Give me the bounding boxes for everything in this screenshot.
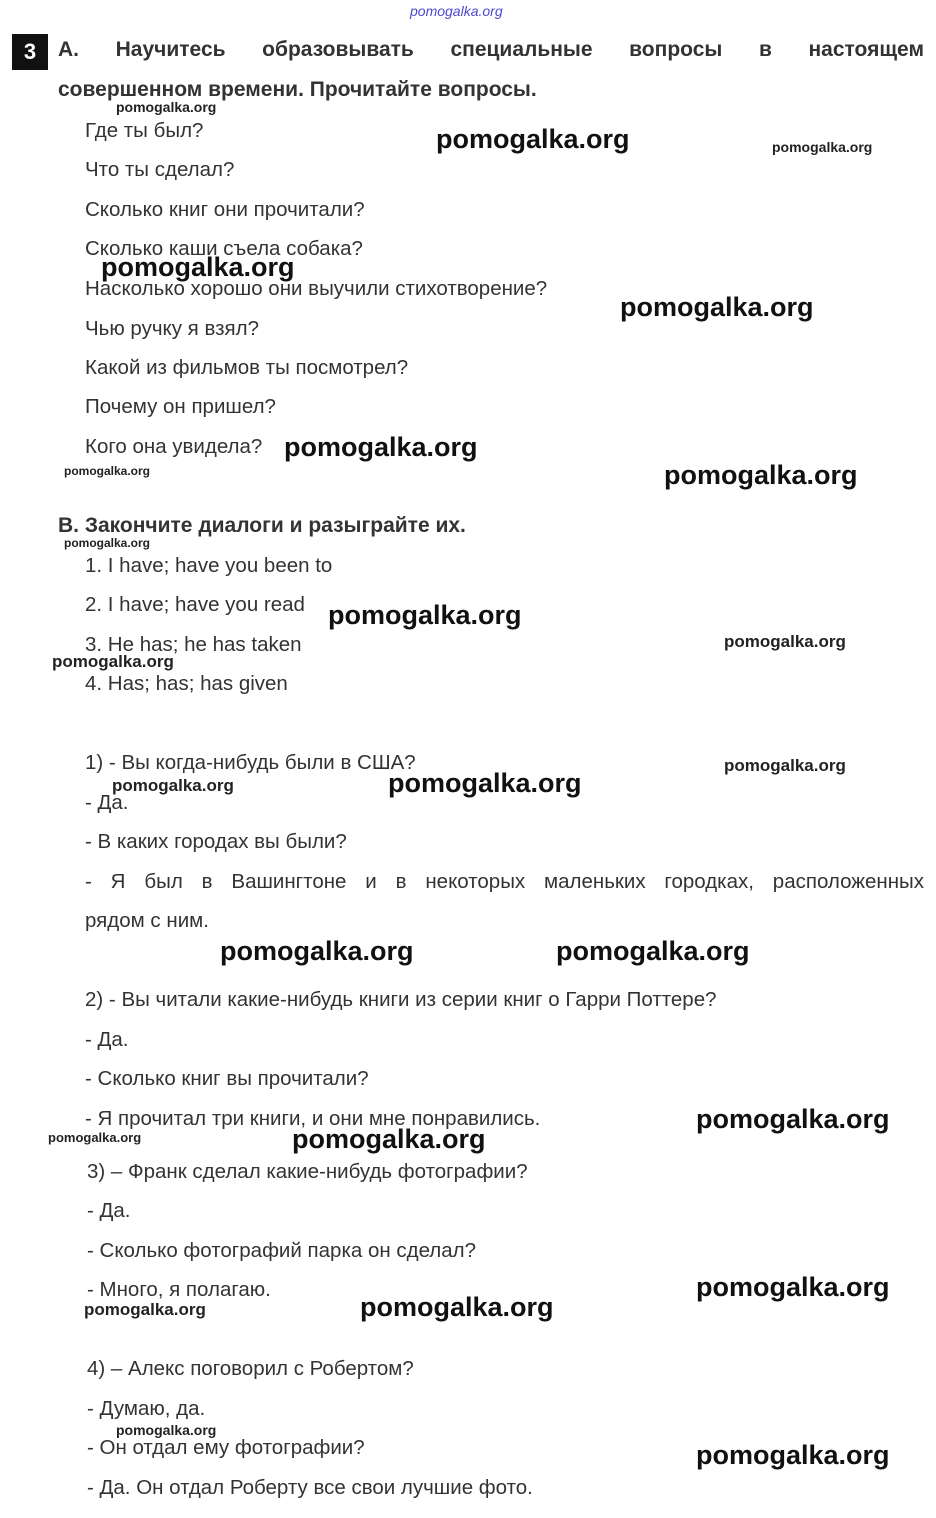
- watermark: pomogalka.org: [112, 776, 234, 795]
- watermark: pomogalka.org: [696, 1272, 890, 1302]
- answer-1: 1. I have; have you been to: [85, 554, 333, 577]
- watermark: pomogalka.org: [64, 464, 151, 478]
- question-5: Насколько хорошо они выучили стихотворение?: [85, 277, 548, 300]
- watermark: pomogalka.org: [328, 600, 522, 630]
- part-b-title: B. Закончите диалоги и разыграйте их.: [58, 514, 466, 537]
- part-a-title-line1: A. Научитесь образовывать специальные вопросы в настоящем: [58, 38, 924, 61]
- watermark: pomogalka.org: [388, 768, 582, 798]
- header-watermark: pomogalka.org: [410, 3, 503, 19]
- watermark: pomogalka.org: [220, 936, 414, 966]
- answer-3: 3. He has; he has taken: [85, 633, 302, 656]
- dialogue-2-line-2: - Да.: [85, 1028, 129, 1051]
- watermark: pomogalka.org: [284, 432, 478, 462]
- watermark: pomogalka.org: [724, 756, 846, 775]
- watermark: pomogalka.org: [556, 936, 750, 966]
- question-1: Где ты был?: [85, 119, 204, 142]
- dialogue-1-line-1: 1) - Вы когда-нибудь были в США?: [85, 751, 416, 774]
- dialogue-4-line-2: - Думаю, да.: [87, 1397, 206, 1420]
- dialogue-3-line-3: - Сколько фотографий парка он сделал?: [87, 1239, 477, 1262]
- question-4: Сколько каши съела собака?: [85, 237, 363, 260]
- dialogue-4-line-4: - Да. Он отдал Роберту все свои лучшие фото.: [87, 1476, 533, 1499]
- watermark: pomogalka.org: [84, 1300, 206, 1319]
- part-a-title-line2: совершенном времени. Прочитайте вопросы.: [58, 78, 537, 101]
- dialogue-4-line-3: - Он отдал ему фотографии?: [87, 1436, 365, 1459]
- watermark: pomogalka.org: [772, 139, 873, 155]
- watermark: pomogalka.org: [696, 1104, 890, 1134]
- dialogue-2-line-1: 2) - Вы читали какие-нибудь книги из серии книг о Гарри Поттере?: [85, 988, 717, 1011]
- watermark: pomogalka.org: [620, 292, 814, 322]
- dialogue-3-line-1: 3) – Франк сделал какие-нибудь фотографии?: [87, 1160, 528, 1183]
- watermark: pomogalka.org: [696, 1440, 890, 1470]
- watermark: pomogalka.org: [116, 1422, 217, 1438]
- question-9: Кого она увидела?: [85, 435, 263, 458]
- watermark: pomogalka.org: [64, 536, 151, 550]
- watermark: pomogalka.org: [360, 1292, 554, 1322]
- question-6: Чью ручку я взял?: [85, 317, 259, 340]
- watermark: pomogalka.org: [292, 1124, 486, 1154]
- exercise-number-badge: 3: [12, 34, 48, 70]
- watermark: pomogalka.org: [52, 652, 174, 671]
- dialogue-1-line-4: - Я был в Вашингтоне и в некоторых маленьких городках, расположенных: [85, 870, 924, 893]
- watermark: pomogalka.org: [48, 1130, 142, 1145]
- question-7: Какой из фильмов ты посмотрел?: [85, 356, 409, 379]
- answer-4: 4. Has; has; has given: [85, 672, 288, 695]
- dialogue-4-line-1: 4) – Алекс поговорил с Робертом?: [87, 1357, 414, 1380]
- question-3: Сколько книг они прочитали?: [85, 198, 365, 221]
- dialogue-3-line-2: - Да.: [87, 1199, 131, 1222]
- dialogue-2-line-3: - Сколько книг вы прочитали?: [85, 1067, 369, 1090]
- dialogue-1-line-2: - Да.: [85, 791, 129, 814]
- dialogue-1-line-5: рядом с ним.: [85, 909, 209, 932]
- question-2: Что ты сделал?: [85, 158, 235, 181]
- watermark: pomogalka.org: [724, 632, 846, 651]
- dialogue-1-line-3: - В каких городах вы были?: [85, 830, 347, 853]
- watermark: pomogalka.org: [116, 99, 217, 115]
- dialogue-2-line-4: - Я прочитал три книги, и они мне понравились.: [85, 1107, 541, 1130]
- answer-2: 2. I have; have you read: [85, 593, 305, 616]
- watermark: pomogalka.org: [664, 460, 858, 490]
- question-8: Почему он пришел?: [85, 395, 276, 418]
- watermark: pomogalka.org: [101, 252, 295, 282]
- watermark: pomogalka.org: [436, 124, 630, 154]
- dialogue-3-line-4: - Много, я полагаю.: [87, 1278, 271, 1301]
